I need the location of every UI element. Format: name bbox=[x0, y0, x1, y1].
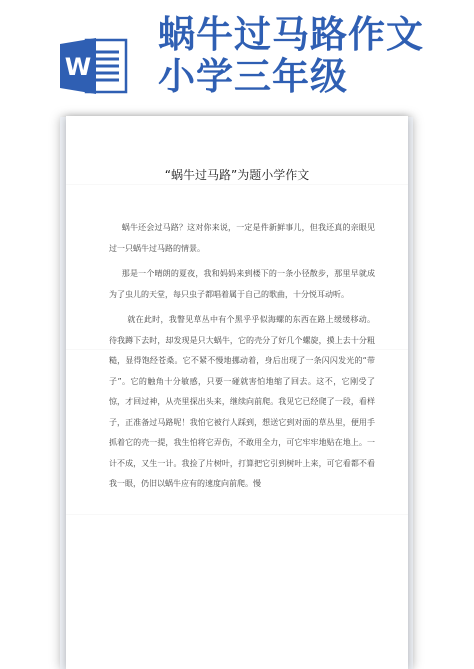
document-body bbox=[109, 218, 375, 500]
word-icon-letter: W bbox=[64, 53, 92, 81]
paragraph: 蜗牛还会过马路？这对你来说，一定是件新鲜事儿，但我还真的亲眼见过一只蜗牛过马路的情景。 bbox=[109, 223, 375, 253]
header-title: 蜗牛过马路作文小学三年级 bbox=[158, 13, 424, 98]
header-banner bbox=[0, 0, 474, 108]
paragraph: 那是一个晴朗的夏夜，我和妈妈来到楼下的一条小径散步，那里早就成为了虫儿的天堂，每只虫子都唱着属于自己的歌曲，十分悦耳动听。 bbox=[109, 269, 375, 299]
watermark-line bbox=[66, 184, 408, 185]
watermark-line bbox=[66, 514, 408, 515]
document-page bbox=[66, 116, 408, 669]
word-document-icon bbox=[58, 36, 130, 96]
paragraph: 就在此时，我瞥见草丛中有个黑乎乎似海螺的东西在路上缓缓移动。待我蹲下去时，却发现是只大蜗牛，它的壳分了好几个螺旋，摸上去十分粗糙，显得饱经苍桑。它不紧不慢地挪动着，身后出现了一条闪闪发光的“带子”。它的触角十分敏感，只要一碰就害怕地缩了回去。这不，它刚受了惊，才回过神，从壳里探出头来，继续向前爬。我见它已经爬了一段，看样子，正准备过马路呢！我怕它被行人踩到，想送它到对面的草丛里，便用手抓着它的壳一提，我生怕将它弄伤，不敢用全力，可它牢牢地贴在地上。一计不成，又生一计。我捡了片树叶，打算把它引到树叶上来，可它看都不看我一眼，仍旧以蜗牛应有的速度向前爬。慢 bbox=[109, 315, 375, 488]
document-title: “蜗牛过马路”为题小学作文 bbox=[164, 168, 310, 182]
